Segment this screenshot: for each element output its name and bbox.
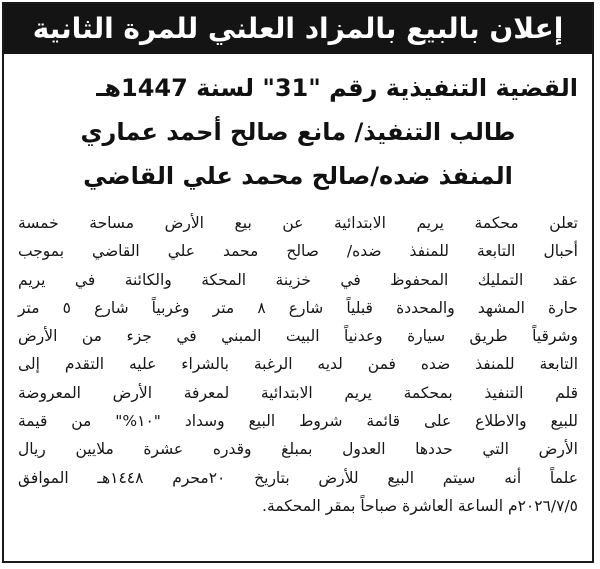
case-number-line: القضية التنفيذية رقم "31" لسنة 1447هـ <box>96 74 578 102</box>
body-line: التابعة للمنفذ ضده فمن لديه الرغبة بالشراء عليه التقدم إلى <box>18 355 578 374</box>
body-line: أحبال التابعة للمنفذ ضده/ صالح محمد علي القاضي بموجب <box>18 242 578 261</box>
body-line: للبيع والاطلاع على قائمة شروط البيع وسداد "١٠%" من قيمة <box>18 412 579 431</box>
body-line: وشرقياً طريق سيارة وعدنياً البيت المبني في جزء من الأرض <box>18 327 578 346</box>
requester-line: طالب التنفيذ/ مانع صالح أحمد عماري <box>80 118 516 146</box>
body-line: قلم التنفيذ بمحكمة يريم الابتدائية لمعرفة الأرض المعروضة <box>18 383 578 402</box>
case-headings <box>18 66 578 198</box>
notice-body <box>18 209 578 520</box>
notice-banner-title: إعلان بالبيع بالمزاد العلني للمرة الثانية <box>4 4 592 54</box>
auction-notice <box>2 2 594 563</box>
body-line: علماً أنه سيتم البيع للأرض بتاريخ ٢٠محرم ١٤٤٨هـ الموافق <box>18 468 578 487</box>
body-line: ٢٠٢٦/٧/٥م الساعة العاشرة صباحاً بمقر المحكمة. <box>262 496 578 515</box>
body-line: عقد التمليك المحفوظ في خزينة المحكة والكائنة في يريم <box>18 270 578 289</box>
body-line: الأرض التي حددها العدول بمبلغ وقدره عشرة ملايين ريال <box>18 440 578 459</box>
body-line: حارة المشهد والمحددة قبلياً شارع ٨ متر وغربياً شارع ٥ متر <box>18 298 578 317</box>
body-line: تعلن محكمة يريم الابتدائية عن بيع الأرض مساحة خمسة <box>18 214 578 232</box>
debtor-line: المنفذ ضده/صالح محمد علي القاضي <box>83 162 513 190</box>
